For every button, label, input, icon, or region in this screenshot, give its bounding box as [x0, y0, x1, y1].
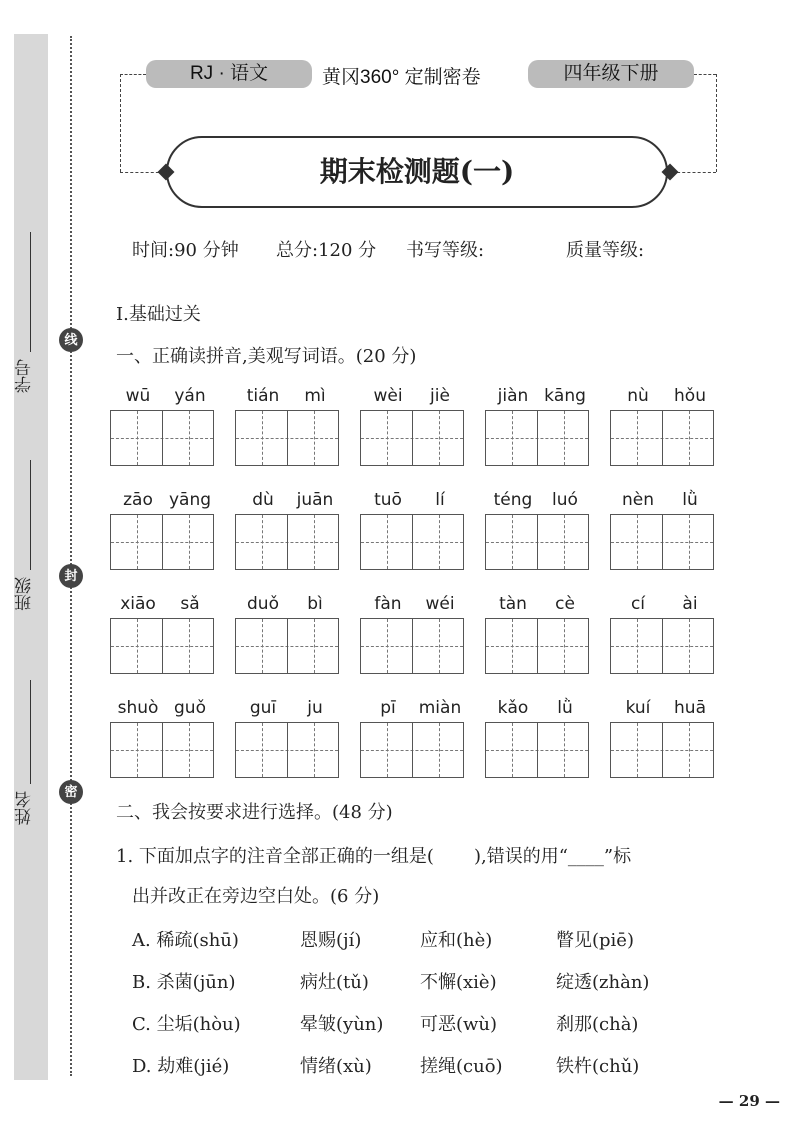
- name-label: 姓名: [15, 791, 34, 825]
- writing-grid[interactable]: [610, 618, 714, 674]
- writing-grid[interactable]: [235, 514, 339, 570]
- pinyin-syllable: tián: [246, 386, 280, 406]
- pinyin-syllable: nù: [627, 386, 649, 406]
- dash-right-bottom: [672, 172, 716, 173]
- brand-text: 黄冈360° 定制密卷: [322, 67, 481, 88]
- pinyin-syllable: ài: [682, 594, 698, 614]
- binding-margin: [14, 34, 48, 1080]
- question1-line1: 1. 下面加点字的注音全部正确的一组是( ),错误的用“____”标: [116, 846, 632, 867]
- option-item: 病灶(tǔ): [300, 972, 369, 993]
- class-label: 班级: [15, 577, 34, 611]
- writing-grid[interactable]: [235, 618, 339, 674]
- pinyin-syllable: duǒ: [247, 594, 279, 614]
- page-number: — 29 —: [718, 1092, 780, 1110]
- option-item: 瞥见(piē): [556, 930, 634, 951]
- seal-xian: 线: [59, 328, 83, 352]
- writing-grid[interactable]: [110, 618, 214, 674]
- pinyin-syllable: yán: [174, 386, 206, 406]
- pinyin-syllable: shuò: [117, 698, 159, 718]
- writing-grid[interactable]: [610, 722, 714, 778]
- pinyin-syllable: tuō: [374, 490, 402, 510]
- option-item: A. 稀疏(shū): [132, 930, 239, 951]
- option-item: 绽透(zhàn): [556, 972, 650, 993]
- option-item: C. 尘垢(hòu): [132, 1014, 241, 1035]
- writing-grid[interactable]: [360, 722, 464, 778]
- pinyin-syllable: miàn: [418, 698, 462, 718]
- pinyin-syllable: kǎo: [497, 698, 529, 718]
- writing-grid[interactable]: [610, 514, 714, 570]
- pinyin-syllable: huā: [674, 698, 706, 718]
- option-item: B. 杀菌(jūn): [132, 972, 236, 993]
- pinyin-syllable: lǜ: [682, 490, 698, 510]
- pinyin-syllable: kāng: [544, 386, 586, 406]
- meta-writing-grade: 书写等级:: [406, 240, 485, 261]
- writing-grid[interactable]: [110, 722, 214, 778]
- subject-pill: RJ · 语文: [146, 60, 312, 88]
- meta-total: 总分:120 分: [276, 240, 377, 261]
- pinyin-syllable: wéi: [425, 594, 455, 614]
- dash-right-top: [694, 74, 716, 75]
- pinyin-syllable: ju: [307, 698, 323, 718]
- pinyin-syllable: tàn: [499, 594, 527, 614]
- seal-mi: 密: [59, 780, 83, 804]
- meta-quality-grade: 质量等级:: [566, 240, 645, 261]
- pinyin-syllable: téng: [493, 490, 533, 510]
- option-item: 铁杵(chǔ): [556, 1056, 640, 1077]
- dash-left-top: [120, 74, 146, 75]
- writing-grid[interactable]: [360, 514, 464, 570]
- pinyin-syllable: guǒ: [174, 698, 206, 718]
- class-line: [30, 460, 31, 570]
- pinyin-syllable: bì: [307, 594, 323, 614]
- option-item: 刹那(chà): [556, 1014, 639, 1035]
- writing-grid[interactable]: [485, 514, 589, 570]
- page-title: 期末检测题(一): [319, 155, 515, 188]
- pinyin-syllable: luó: [552, 490, 578, 510]
- pinyin-syllable: fàn: [374, 594, 402, 614]
- writing-grid[interactable]: [360, 618, 464, 674]
- pinyin-syllable: guī: [249, 698, 277, 718]
- pinyin-syllable: juān: [296, 490, 334, 510]
- pinyin-syllable: lǜ: [557, 698, 573, 718]
- meta-time: 时间:90 分钟: [132, 240, 239, 261]
- writing-grid[interactable]: [360, 410, 464, 466]
- writing-grid[interactable]: [485, 618, 589, 674]
- pinyin-syllable: jiè: [430, 386, 450, 406]
- pinyin-syllable: hǒu: [674, 386, 706, 406]
- pinyin-syllable: xiāo: [120, 594, 156, 614]
- option-item: 晕皱(yùn): [300, 1014, 384, 1035]
- writing-grid[interactable]: [485, 722, 589, 778]
- dash-left-v: [120, 74, 121, 172]
- pinyin-syllable: nèn: [621, 490, 654, 510]
- writing-grid[interactable]: [235, 410, 339, 466]
- seal-feng: 封: [59, 564, 83, 588]
- option-item: 搓绳(cuō): [420, 1056, 503, 1077]
- name-line: [30, 680, 31, 784]
- section2-heading: 二、我会按要求进行选择。(48 分): [116, 802, 393, 823]
- pinyin-syllable: mì: [304, 386, 326, 406]
- writing-grid[interactable]: [110, 410, 214, 466]
- option-item: 情绪(xù): [300, 1056, 372, 1077]
- writing-grid[interactable]: [235, 722, 339, 778]
- grade-pill: 四年级下册: [528, 60, 694, 88]
- pinyin-syllable: yāng: [168, 490, 212, 510]
- pinyin-syllable: wū: [125, 386, 151, 406]
- option-item: 不懈(xiè): [420, 972, 497, 993]
- option-item: 可恶(wù): [420, 1014, 498, 1035]
- pinyin-syllable: cí: [630, 594, 646, 614]
- writing-grid[interactable]: [110, 514, 214, 570]
- cut-line: [70, 36, 72, 1076]
- pinyin-syllable: sǎ: [180, 594, 200, 614]
- pinyin-syllable: cè: [555, 594, 575, 614]
- section1-heading: 一、正确读拼音,美观写词语。(20 分): [116, 346, 417, 367]
- option-item: D. 劫难(jié): [132, 1056, 230, 1077]
- pinyin-syllable: lí: [435, 490, 445, 510]
- pinyin-syllable: wèi: [373, 386, 403, 406]
- student-no-line: [30, 232, 31, 352]
- pinyin-syllable: dù: [252, 490, 274, 510]
- pinyin-syllable: pī: [380, 698, 396, 718]
- dash-right-v: [716, 74, 717, 172]
- question1-line2: 出并改正在旁边空白处。(6 分): [132, 886, 380, 907]
- option-item: 应和(hè): [420, 930, 493, 951]
- part-heading: Ⅰ.基础过关: [116, 304, 201, 325]
- option-item: 恩赐(jí): [300, 930, 362, 951]
- pinyin-syllable: zāo: [123, 490, 153, 510]
- writing-grid[interactable]: [485, 410, 589, 466]
- pinyin-syllable: jiàn: [497, 386, 529, 406]
- student-no-label: 学号: [15, 359, 34, 393]
- writing-grid[interactable]: [610, 410, 714, 466]
- pinyin-syllable: kuí: [625, 698, 651, 718]
